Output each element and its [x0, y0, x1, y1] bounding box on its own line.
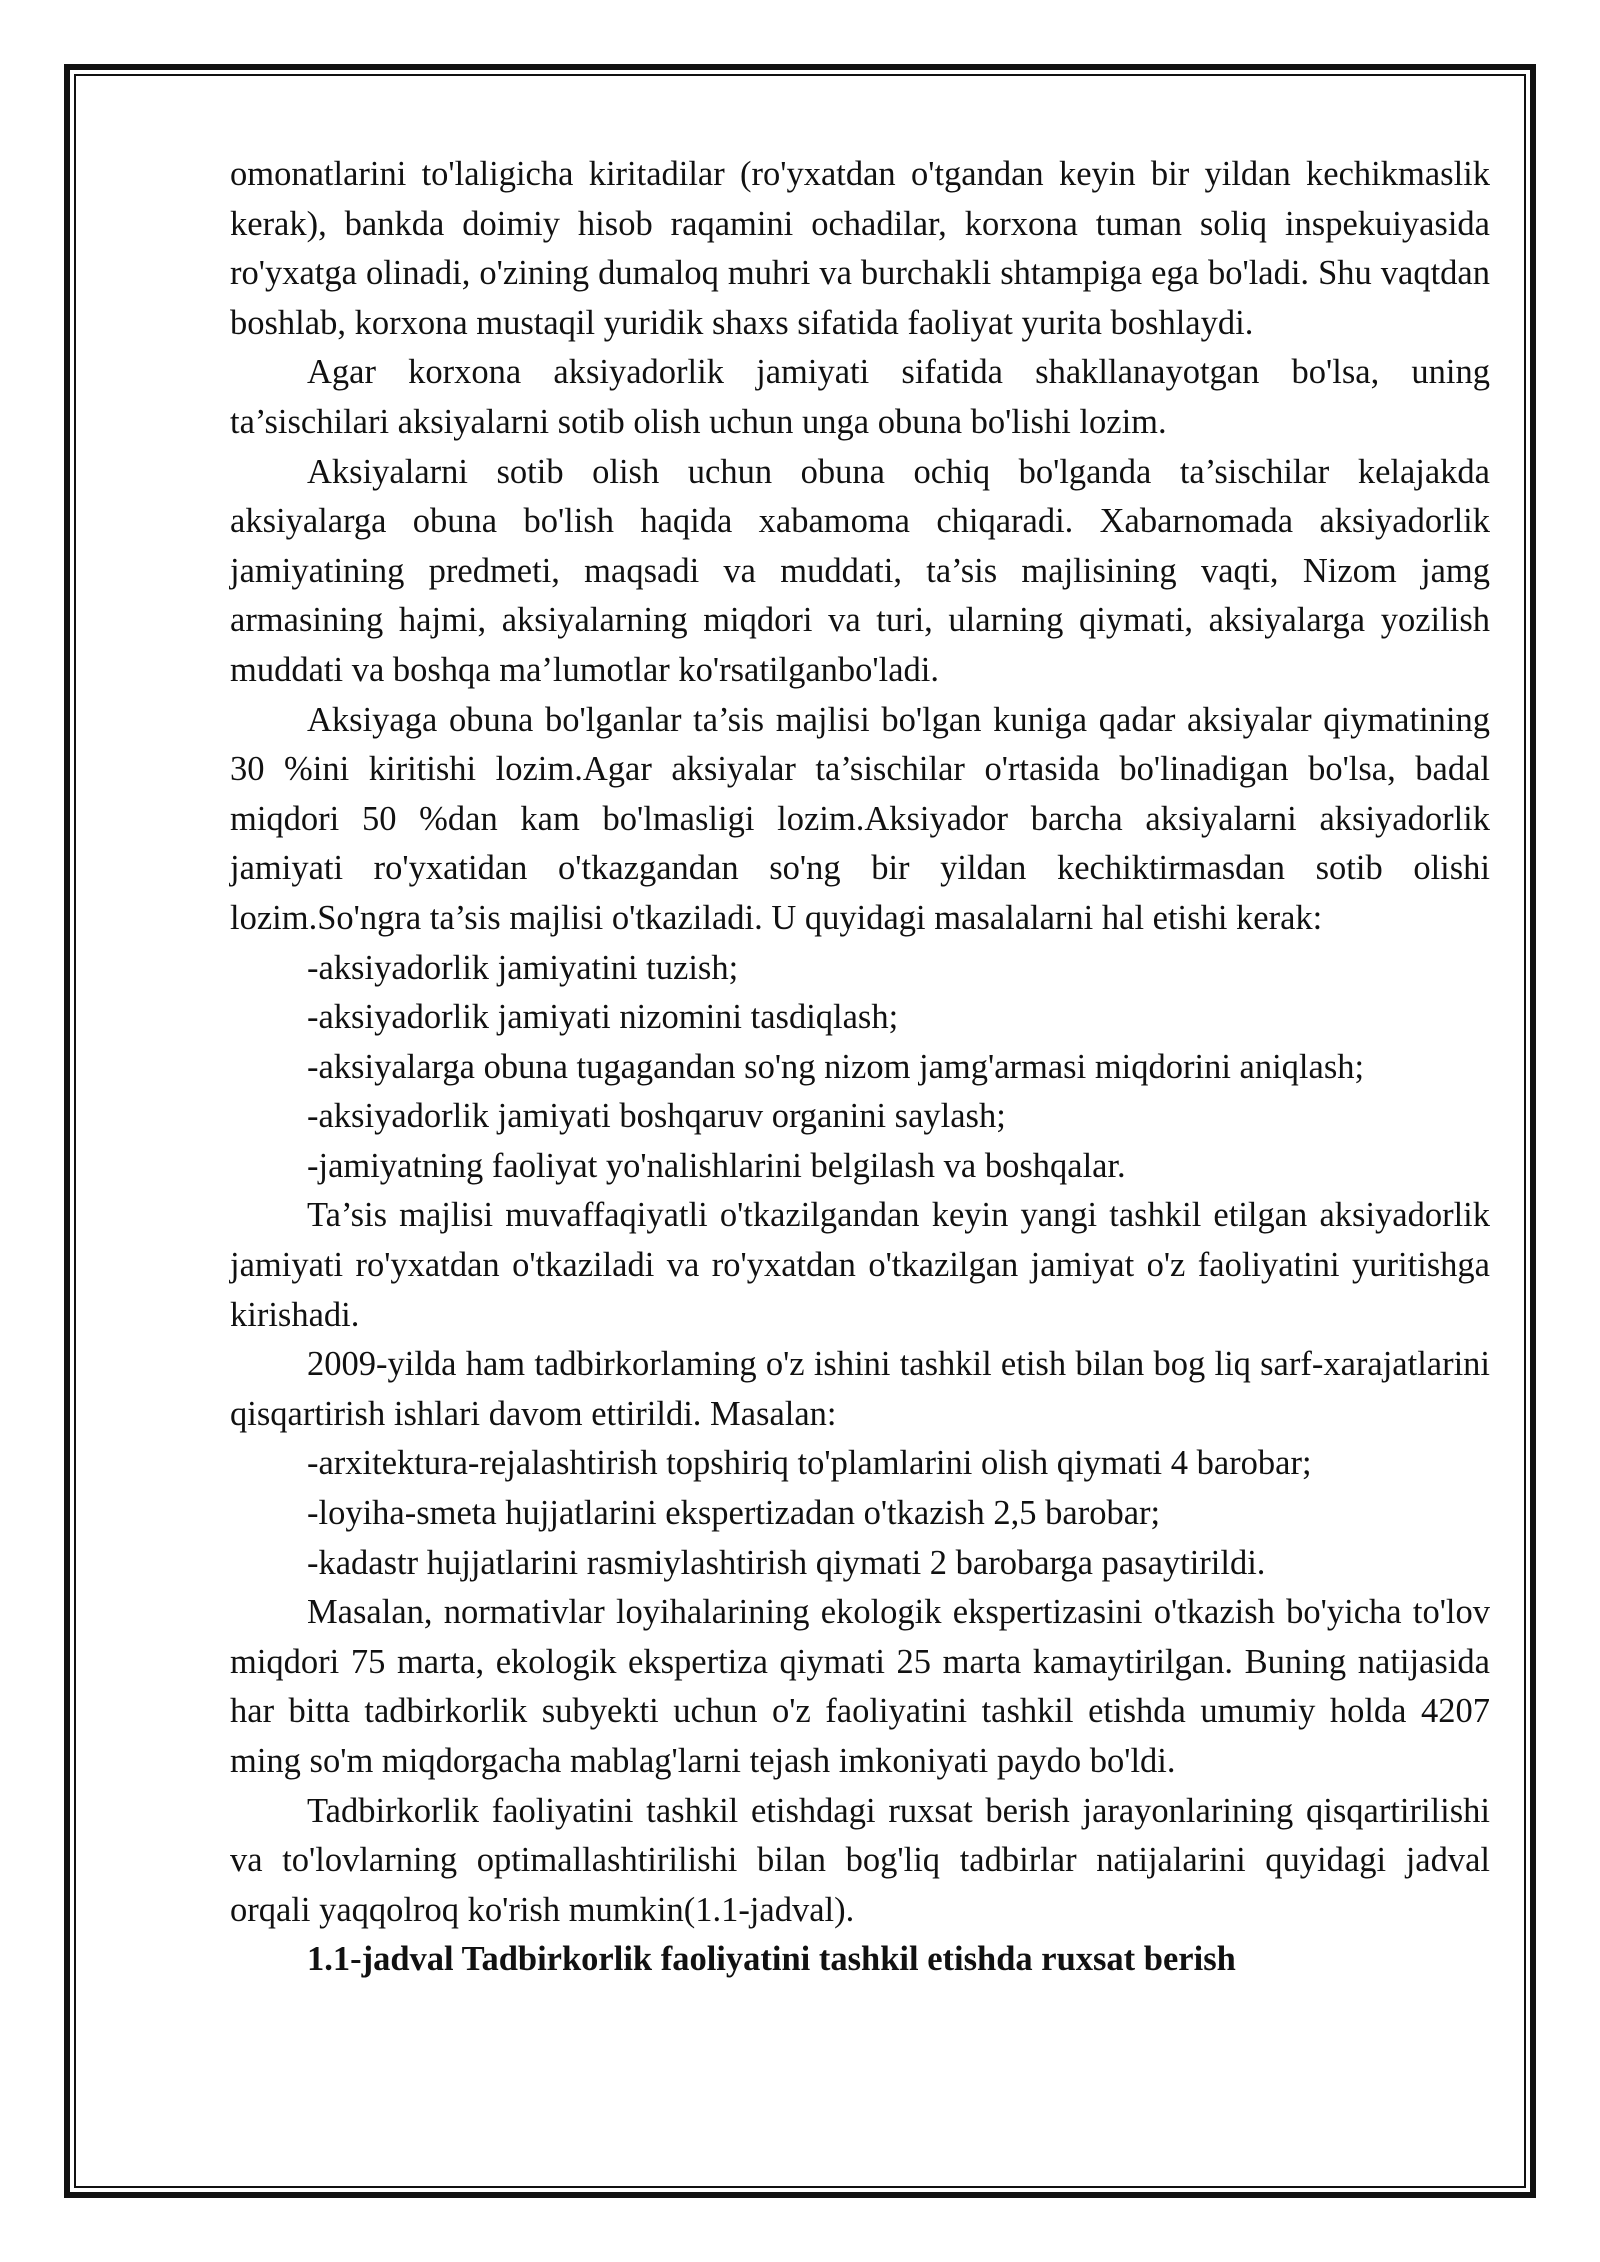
table-caption: 1.1-jadval Tadbirkorlik faoliyatini tashkil etishda ruxsat berish	[307, 1940, 1236, 1979]
list-item: -aksiyadorlik jamiyati nizomini tasdiqlash;	[307, 998, 899, 1037]
paragraph-intro: omonatlarini to'laligicha kiritadilar (ro'yxatdan o'tgandan keyin bir yildan kechikmaslik kerak), bankda doimiy hisob raqamini ochadilar, korxona tuman soliq inspekuiyasida ro'yxatga olinadi, o'zining dumaloq muhri va burchakli shtampiga ega bo'ladi. Shu vaqtdan boshlab, korxona mustaqil yuridik shaxs sifatida faoliyat yurita boshlaydi.	[230, 155, 1490, 342]
list-item: -kadastr hujjatlarini rasmiylashtirish qiymati 2 barobarga pasaytirildi.	[307, 1543, 1266, 1582]
paragraph-ecological-expertise: Masalan, normativlar loyihalarining ekologik ekspertizasini o'tkazish bo'yicha to'lov miqdori 75 marta, ekologik ekspertiza qiymati 25 marta kamaytirilgan. Buning natijasida har bitta tadbirkorlik subyekti uchun o'z faoliyatini tashkil etishda umumiy holda 4207 ming so'm miqdorgacha mablag'larni tejash imkoniyati paydo bo'ldi.	[230, 1593, 1490, 1780]
paragraph-founding-meeting: Aksiyaga obuna bo'lganlar ta’sis majlisi bo'lgan kuniga qadar aksiyalar qiymatining 30 %ini kiritishi lozim.Agar aksiyalar ta’sischilar o'rtasida bo'linadigan bo'lsa, badal miqdori 50 %dan kam bo'lmasligi lozim.Aksiyador barcha aksiyalarni aksiyadorlik jamiyati ro'yxatidan o'tkazgandan so'ng bir yildan kechiktirmasdan sotib olishi lozim.So'ngra ta’sis majlisi o'tkaziladi. U quyidagi masalalarni hal etishi kerak:	[230, 700, 1490, 937]
list-item: -aksiyadorlik jamiyati boshqaruv organini saylash;	[307, 1097, 1006, 1136]
list-item: -jamiyatning faoliyat yo'nalishlarini belgilash va boshqalar.	[307, 1146, 1126, 1185]
list-item: -loyiha-smeta hujjatlarini ekspertizadan o'tkazish 2,5 barobar;	[307, 1494, 1161, 1533]
list-item: -arxitektura-rejalashtirish topshiriq to'plamlarini olish qiymati 4 barobar;	[307, 1444, 1312, 1483]
paragraph-joint-stock-subscription: Agar korxona aksiyadorlik jamiyati sifatida shakllanayotgan bo'lsa, uning ta’sischilari aksiyalarni sotib olish uchun unga obuna bo'lishi lozim.	[230, 353, 1490, 441]
paragraph-subscription-notice: Aksiyalarni sotib olish uchun obuna ochiq bo'lganda ta’sischilar kelajakda aksiyalarga obuna bo'lish haqida xabamoma chiqaradi. Xabarnomada aksiyadorlik jamiyatining predmeti, maqsadi va muddati, ta’sis majlisining vaqti, Nizom jamg armasining hajmi, aksiyalarning miqdori va turi, ularning qiymati, aksiyalarga yozilish muddati va boshqa ma’lumotlar ko'rsatilganbo'ladi.	[230, 452, 1490, 689]
paragraph-table-reference: Tadbirkorlik faoliyatini tashkil etishdagi ruxsat berish jarayonlarining qisqartirilishi va to'lovlarning optimallashtirilishi bilan bog'liq tadbirlar natijalarini quyidagi jadval orqali yaqqolroq ko'rish mumkin(1.1-jadval).	[230, 1791, 1490, 1929]
paragraph-registration: Ta’sis majlisi muvaffaqiyatli o'tkazilgandan keyin yangi tashkil etilgan aksiyadorlik jamiyati ro'yxatdan o'tkaziladi va ro'yxatdan o'tkazilgan jamiyat o'z faoliyatini yuritishga kirishadi.	[230, 1196, 1490, 1334]
list-item: -aksiyadorlik jamiyatini tuzish;	[307, 948, 739, 987]
document-body	[230, 150, 1490, 1985]
list-item: -aksiyalarga obuna tugagandan so'ng nizom jamg'armasi miqdorini aniqlash;	[307, 1047, 1365, 1086]
paragraph-2009-cost-reduction: 2009-yilda ham tadbirkorlaming o'z ishini tashkil etish bilan bog liq sarf-xarajatlarini qisqartirish ishlari davom ettirildi. Masalan:	[230, 1345, 1490, 1433]
